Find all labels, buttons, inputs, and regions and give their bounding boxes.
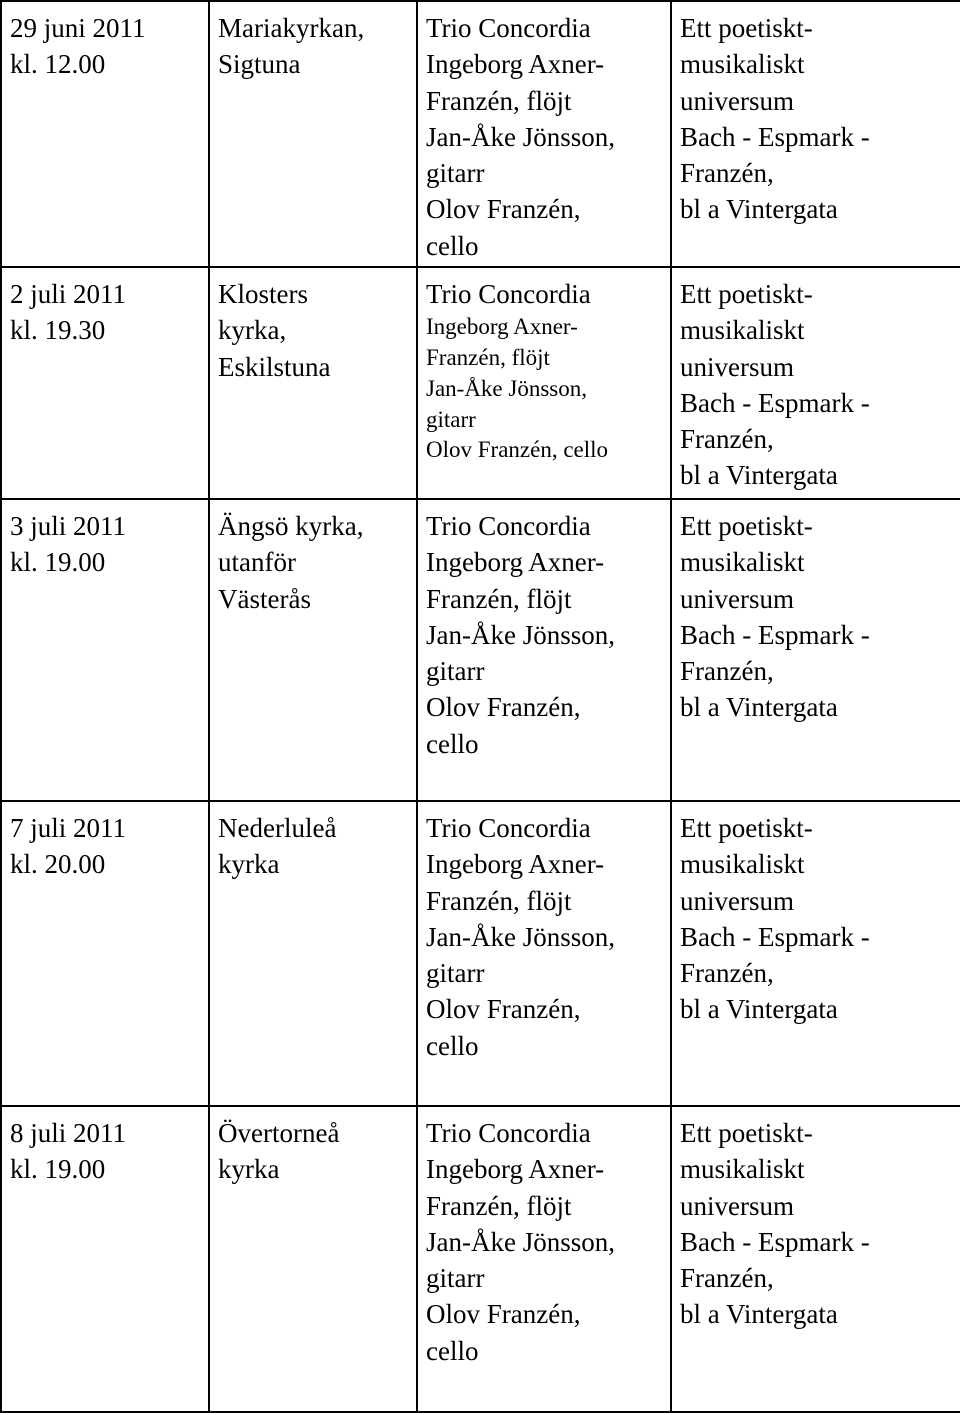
ensemble-text: Franzén, flöjt bbox=[426, 885, 572, 916]
ensemble-text: Trio Concordia bbox=[426, 511, 591, 541]
ensemble-text: Olov Franzén, bbox=[426, 194, 581, 225]
venue-cell bbox=[209, 1, 417, 267]
ensemble-text: gitarr bbox=[426, 1263, 485, 1294]
ensemble-text: Ingeborg Axner- bbox=[426, 49, 605, 80]
ensemble-text: cello bbox=[426, 728, 479, 759]
program-text: Franzén, bbox=[680, 424, 774, 455]
ensemble-cell bbox=[417, 499, 671, 801]
date-text: 29 juni 2011 bbox=[10, 13, 146, 43]
ensemble-text: cello bbox=[426, 230, 479, 261]
ensemble-cell bbox=[417, 1106, 671, 1412]
program-text: musikaliskt bbox=[680, 849, 805, 880]
program-text: Bach - Espmark - bbox=[680, 921, 870, 952]
ensemble-text: Ingeborg Axner- bbox=[426, 849, 605, 880]
ensemble-text: Trio Concordia bbox=[426, 1118, 591, 1148]
program-cell bbox=[671, 801, 960, 1106]
venue-text: Mariakyrkan, bbox=[218, 13, 365, 43]
ensemble-text: Trio Concordia bbox=[426, 279, 591, 309]
time-text: kl. 19.00 bbox=[10, 547, 106, 578]
program-text: bl a Vintergata bbox=[680, 460, 838, 491]
ensemble-text: gitarr bbox=[426, 656, 485, 687]
program-text: bl a Vintergata bbox=[680, 994, 838, 1025]
date-text: 8 juli 2011 bbox=[10, 1118, 127, 1148]
program-text: universum bbox=[680, 885, 794, 916]
time-text: kl. 19.30 bbox=[10, 315, 106, 346]
time-text: kl. 19.00 bbox=[10, 1154, 106, 1185]
venue-text: Eskilstuna bbox=[218, 351, 331, 382]
date-cell bbox=[1, 1, 209, 267]
program-text: bl a Vintergata bbox=[680, 1299, 838, 1330]
program-cell bbox=[671, 1, 960, 267]
program-text: Ett poetiskt- bbox=[680, 511, 813, 541]
ensemble-text: Ingeborg Axner- bbox=[426, 547, 605, 578]
ensemble-text: gitarr bbox=[426, 958, 485, 989]
date-cell bbox=[1, 801, 209, 1106]
ensemble-cell bbox=[417, 267, 671, 499]
program-text: Ett poetiskt- bbox=[680, 279, 813, 309]
program-text: Ett poetiskt- bbox=[680, 13, 813, 43]
venue-text: kyrka bbox=[218, 1154, 280, 1185]
program-cell bbox=[671, 499, 960, 801]
venue-text: Övertorneå bbox=[218, 1118, 340, 1148]
program-text: musikaliskt bbox=[680, 49, 805, 80]
ensemble-text: Trio Concordia bbox=[426, 13, 591, 43]
venue-text: Västerås bbox=[218, 583, 311, 614]
venue-cell bbox=[209, 1106, 417, 1412]
concert-row bbox=[1, 801, 960, 1106]
program-text: Bach - Espmark - bbox=[680, 121, 870, 152]
program-text: universum bbox=[680, 1190, 794, 1221]
program-text: Franzén, bbox=[680, 158, 774, 189]
ensemble-text: Jan-Åke Jönsson, bbox=[426, 1226, 615, 1257]
concert-row bbox=[1, 1, 960, 267]
venue-text: kyrka, bbox=[218, 315, 287, 346]
date-cell bbox=[1, 499, 209, 801]
venue-text: Ängsö kyrka, bbox=[218, 511, 364, 541]
program-text: Bach - Espmark - bbox=[680, 619, 870, 650]
venue-text: Sigtuna bbox=[218, 49, 301, 80]
program-text: Franzén, bbox=[680, 656, 774, 687]
date-cell bbox=[1, 267, 209, 499]
ensemble-cell bbox=[417, 1, 671, 267]
venue-text: Klosters bbox=[218, 279, 308, 309]
ensemble-text: cello bbox=[426, 1335, 479, 1366]
program-text: musikaliskt bbox=[680, 547, 805, 578]
program-text: Franzén, bbox=[680, 958, 774, 989]
ensemble-text: Olov Franzén, bbox=[426, 692, 581, 723]
ensemble-text: Franzén, flöjt bbox=[426, 85, 572, 116]
program-text: universum bbox=[680, 583, 794, 614]
program-text: bl a Vintergata bbox=[680, 194, 838, 225]
program-text: bl a Vintergata bbox=[680, 692, 838, 723]
date-text: 2 juli 2011 bbox=[10, 279, 127, 309]
ensemble-cell bbox=[417, 801, 671, 1106]
program-text: Bach - Espmark - bbox=[680, 387, 870, 418]
ensemble-text: Trio Concordia bbox=[426, 813, 591, 843]
program-text: Ett poetiskt- bbox=[680, 1118, 813, 1148]
ensemble-text: Franzén, flöjt bbox=[426, 1190, 572, 1221]
program-text: musikaliskt bbox=[680, 1154, 805, 1185]
ensemble-text: Olov Franzén, cello bbox=[426, 437, 609, 463]
ensemble-text: Jan-Åke Jönsson, bbox=[426, 121, 615, 152]
ensemble-text: Ingeborg Axner- bbox=[426, 1154, 605, 1185]
ensemble-text: gitarr bbox=[426, 158, 485, 189]
date-text: 7 juli 2011 bbox=[10, 813, 127, 843]
program-cell bbox=[671, 1106, 960, 1412]
ensemble-text: cello bbox=[426, 1030, 479, 1061]
program-text: Franzén, bbox=[680, 1263, 774, 1294]
ensemble-text: Olov Franzén, bbox=[426, 1299, 581, 1330]
ensemble-text: Franzén, flöjt bbox=[426, 345, 550, 371]
ensemble-text: Jan-Åke Jönsson, bbox=[426, 921, 615, 952]
time-text: kl. 20.00 bbox=[10, 849, 106, 880]
venue-text: utanför bbox=[218, 547, 296, 578]
venue-cell bbox=[209, 499, 417, 801]
venue-cell bbox=[209, 801, 417, 1106]
date-text: 3 juli 2011 bbox=[10, 511, 127, 541]
ensemble-text: Jan-Åke Jönsson, bbox=[426, 375, 587, 401]
concert-row bbox=[1, 499, 960, 801]
program-text: Ett poetiskt- bbox=[680, 813, 813, 843]
program-text: musikaliskt bbox=[680, 315, 805, 346]
program-cell bbox=[671, 267, 960, 499]
venue-text: kyrka bbox=[218, 849, 280, 880]
ensemble-text: Franzén, flöjt bbox=[426, 583, 572, 614]
concert-row bbox=[1, 267, 960, 499]
ensemble-text: Olov Franzén, bbox=[426, 994, 581, 1025]
concert-row bbox=[1, 1106, 960, 1412]
program-text: universum bbox=[680, 85, 794, 116]
time-text: kl. 12.00 bbox=[10, 49, 106, 80]
ensemble-text: Ingeborg Axner- bbox=[426, 314, 578, 340]
program-text: universum bbox=[680, 351, 794, 382]
ensemble-text: Jan-Åke Jönsson, bbox=[426, 619, 615, 650]
venue-text: Nederluleå bbox=[218, 813, 337, 843]
ensemble-text: gitarr bbox=[426, 406, 476, 432]
program-text: Bach - Espmark - bbox=[680, 1226, 870, 1257]
date-cell bbox=[1, 1106, 209, 1412]
venue-cell bbox=[209, 267, 417, 499]
